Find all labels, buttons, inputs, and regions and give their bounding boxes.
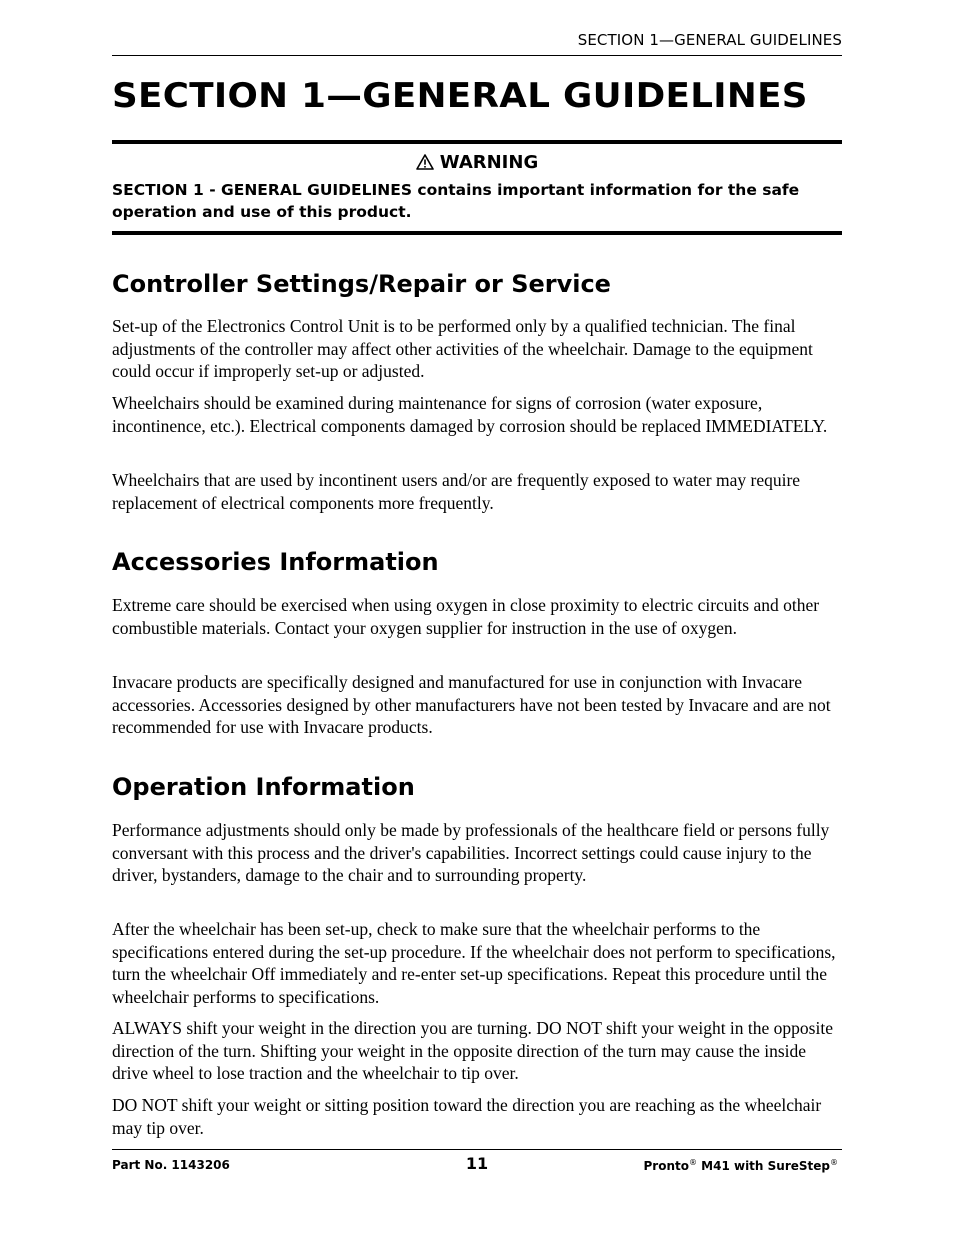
- warning-text: [112, 179, 842, 223]
- warning-heading: [112, 152, 842, 175]
- product-name-a: Pronto: [643, 1159, 689, 1173]
- footer-part-number: Part No. 1143206: [112, 1158, 230, 1172]
- heading-operation-information: Operation Information: [112, 773, 415, 801]
- warning-body: contains important information for the safe operation and use of this product.: [112, 181, 800, 221]
- warning-label: WARNING: [439, 152, 539, 173]
- product-name-b: M41 with SureStep: [696, 1159, 830, 1173]
- paragraph: Performance adjustments should only be made by professionals of the healthcare field or persons fully conversant with this process and the driver's capabilities. Incorrect settings could cause injury to the driver, bystanders, damage to the chair and to surrounding property.: [112, 820, 830, 885]
- paragraph: Set-up of the Electronics Control Unit is to be performed only by a qualified technician. The final adjustments of the controller may affect other activities of the wheelchair. Damage to the equipment could occur if improperly set-up or adjusted.: [112, 316, 813, 381]
- paragraph: Extreme care should be exercised when using oxygen in close proximity to electric circuits and other combustible materials. Contact your oxygen supplier for instruction in the use of oxygen.: [112, 595, 820, 638]
- paragraph: Invacare products are specifically designed and manufactured for use in conjunction with Invacare accessories. Accessories designed by other manufacturers have not been tested by Invacare and are not recommended for use with Invacare products.: [112, 672, 831, 737]
- footer-product-name: [644, 1158, 839, 1173]
- warning-triangle-icon: [416, 154, 434, 175]
- registered-mark: ®: [830, 1158, 838, 1167]
- heading-accessories-information: Accessories Information: [112, 548, 439, 576]
- paragraph: Wheelchairs that are used by incontinent users and/or are frequently exposed to water may require replacement of electrical components more frequently.: [112, 470, 801, 513]
- page-title: SECTION 1—GENERAL GUIDELINES: [112, 76, 808, 116]
- warning-box: [112, 140, 842, 235]
- paragraph: Wheelchairs should be examined during maintenance for signs of corrosion (water exposure, incontinence, etc.). Electrical components damaged by corrosion should be replaced IMMEDIATELY.: [112, 393, 828, 436]
- registered-mark: ®: [688, 1158, 697, 1167]
- page-number: 11: [465, 1154, 489, 1173]
- paragraph: After the wheelchair has been set-up, check to make sure that the wheelchair performs to the specifications entered during the set-up procedure. If the wheelchair does not perform to specifications, turn the wheelchair Off immediately and re-enter set-up specifications. Repeat this procedure until the wheelchair performs to specifications.: [112, 919, 836, 1007]
- running-header: SECTION 1—GENERAL GUIDELINES: [577, 31, 842, 49]
- warning-lead: SECTION 1 - GENERAL GUIDELINES: [112, 181, 412, 199]
- header-rule: [112, 55, 842, 56]
- footer-rule: [112, 1149, 842, 1150]
- paragraph: DO NOT shift your weight or sitting position toward the direction you are reaching as the wheelchair may tip over.: [112, 1095, 822, 1138]
- paragraph: ALWAYS shift your weight in the direction you are turning. DO NOT shift your weight in the opposite direction of the turn. Shifting your weight in the opposite direction of the turn may cause the inside drive wheel to lose traction and the wheelchair to tip over.: [112, 1018, 833, 1083]
- heading-controller-settings: Controller Settings/Repair or Service: [112, 270, 611, 298]
